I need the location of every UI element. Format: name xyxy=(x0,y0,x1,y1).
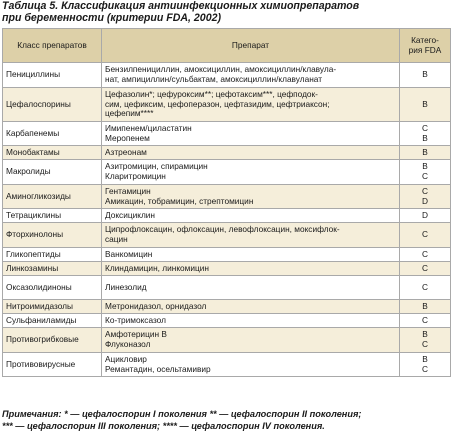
drug-class-cell: Монобактамы xyxy=(3,146,102,160)
drug-name-line: Кларитромицин xyxy=(105,171,166,181)
drug-name-line: Амикацин, тобрамицин, стрептомицин xyxy=(105,195,254,206)
drug-name-line: Линезолид xyxy=(105,281,147,292)
drug-name-line: Клиндамицин, линкомицин xyxy=(105,262,209,273)
table-title-line-1: Таблица 5. Классификация антиинфекционных химиопрепаратов xyxy=(2,0,360,12)
table-row xyxy=(3,353,451,377)
table-row xyxy=(3,300,451,314)
fda-category-cell xyxy=(400,122,451,146)
fda-category-value: B xyxy=(422,329,428,340)
drug-names-cell xyxy=(102,300,400,314)
drug-names-cell xyxy=(102,160,400,185)
table-row xyxy=(3,160,451,185)
drug-name-line: Метронидазол, орнидазол xyxy=(105,300,207,311)
fda-category-cell xyxy=(400,262,451,276)
table-row xyxy=(3,276,451,300)
drug-class-cell: Тетрациклины xyxy=(3,209,102,223)
fda-category-cell xyxy=(400,328,451,353)
fda-category-cell xyxy=(400,185,451,209)
fda-category-value: C xyxy=(422,185,428,196)
drug-class-cell: Нитроимидазолы xyxy=(3,300,102,314)
drug-names-cell xyxy=(102,185,400,209)
fda-category-cell xyxy=(400,276,451,300)
drug-name-line: цефепим**** xyxy=(105,108,154,119)
drug-class-cell: Макролиды xyxy=(3,160,102,185)
fda-category-value: C xyxy=(422,339,428,349)
drug-class-cell: Противогрибковые xyxy=(3,328,102,353)
header-category-line-2: рия FDA xyxy=(408,44,442,55)
fda-category-value: C xyxy=(422,248,428,259)
drug-class-cell: Цефалоспорины xyxy=(3,88,102,122)
drug-names-cell xyxy=(102,88,400,122)
fda-category-value: C xyxy=(422,122,428,133)
table-row xyxy=(3,328,451,353)
drug-name-line: Ацикловир xyxy=(105,353,147,364)
drug-names-cell xyxy=(102,122,400,146)
table-body xyxy=(3,63,451,377)
fda-category-value: B xyxy=(422,98,428,109)
fda-category-value: C xyxy=(422,363,428,374)
drug-name-line: Меропенем xyxy=(105,132,150,143)
drug-names-cell xyxy=(102,248,400,262)
drug-names-cell xyxy=(102,223,400,248)
drug-name-line: Цефазолин*; цефуроксим**; цефотаксим***, цефподок- xyxy=(105,89,318,100)
table-row xyxy=(3,314,451,328)
table-row xyxy=(3,88,451,122)
drug-name-line: Ремантадин, осельтамивир xyxy=(105,363,211,374)
footnote-line-1: Примечания: * — цефалоспорин I поколения ** — цефалоспорин II поколения; xyxy=(2,409,362,419)
fda-category-value: C xyxy=(422,171,428,181)
drug-name-line: сим, цефиксим, цефоперазон, цефтазидим, цефтриаксон; xyxy=(105,98,330,109)
header-row xyxy=(3,29,451,63)
drug-class-cell: Карбапенемы xyxy=(3,122,102,146)
table-title xyxy=(2,0,451,24)
fda-category-value: B xyxy=(422,146,428,157)
fda-category-cell xyxy=(400,314,451,328)
table-row xyxy=(3,223,451,248)
drug-class-cell: Гликопептиды xyxy=(3,248,102,262)
drug-name-line: Амфотерицин B xyxy=(105,329,167,340)
drug-class-cell: Сульфаниламиды xyxy=(3,314,102,328)
drug-names-cell xyxy=(102,276,400,300)
fda-category-value: C xyxy=(422,262,428,273)
header-category xyxy=(400,29,451,63)
drug-name-line: Бензилпенициллин, амоксициллин, амоксициллин/клавула- xyxy=(105,64,337,75)
fda-category-value: D xyxy=(422,195,428,206)
fda-category-cell xyxy=(400,88,451,122)
fda-category-cell xyxy=(400,300,451,314)
drug-class-cell: Оксазолидиноны xyxy=(3,276,102,300)
drug-name-line: Ванкомицин xyxy=(105,248,153,259)
drug-names-cell xyxy=(102,353,400,377)
table-row xyxy=(3,122,451,146)
table-row xyxy=(3,185,451,209)
table-row xyxy=(3,248,451,262)
table-row xyxy=(3,146,451,160)
drug-class-cell: Противовирусные xyxy=(3,353,102,377)
drug-name-line: сацин xyxy=(105,234,128,244)
header-class: Класс препаратов xyxy=(3,29,102,63)
fda-category-cell xyxy=(400,63,451,88)
table-row xyxy=(3,262,451,276)
drug-name-line: Имипенем/циластатин xyxy=(105,122,192,133)
drug-names-cell xyxy=(102,262,400,276)
drug-name-line: Гентамицин xyxy=(105,185,151,196)
table-row xyxy=(3,63,451,88)
fda-category-value: B xyxy=(422,132,428,143)
table-title-line-2: при беременности (критерии FDA, 2002) xyxy=(2,12,222,24)
header-drug: Препарат xyxy=(102,29,400,63)
drug-names-cell xyxy=(102,146,400,160)
drug-classification-table xyxy=(2,28,451,377)
drug-name-line: Ко-тримоксазол xyxy=(105,314,166,325)
fda-category-value: D xyxy=(422,209,428,220)
fda-category-cell xyxy=(400,146,451,160)
fda-category-value: B xyxy=(422,69,428,80)
fda-category-cell xyxy=(400,223,451,248)
fda-category-value: B xyxy=(422,300,428,311)
drug-name-line: Азитромицин, спирамицин xyxy=(105,161,208,172)
drug-name-line: нат, ампициллин/сульбактам, амоксициллин/клавуланат xyxy=(105,74,323,84)
fda-category-cell xyxy=(400,209,451,223)
drug-class-cell: Пенициллины xyxy=(3,63,102,88)
drug-name-line: Флуконазол xyxy=(105,339,151,349)
fda-category-value: C xyxy=(422,229,428,240)
drug-name-line: Азтреонам xyxy=(105,146,147,157)
drug-class-cell: Фторхинолоны xyxy=(3,223,102,248)
fda-category-cell xyxy=(400,160,451,185)
drug-name-line: Ципрофлоксацин, офлоксацин, левофлоксацин, моксифлок- xyxy=(105,224,340,235)
drug-names-cell xyxy=(102,63,400,88)
drug-name-line: Доксициклин xyxy=(105,209,156,220)
drug-names-cell xyxy=(102,314,400,328)
fda-category-value: B xyxy=(422,161,428,172)
header-category-line-1: Катего- xyxy=(411,34,439,45)
drug-class-cell: Аминогликозиды xyxy=(3,185,102,209)
fda-category-value: B xyxy=(422,353,428,364)
footnote-line-2: *** — цефалоспорин III поколения; **** — цефалоспорин IV поколения. xyxy=(2,421,325,431)
drug-names-cell xyxy=(102,328,400,353)
drug-names-cell xyxy=(102,209,400,223)
fda-category-cell xyxy=(400,248,451,262)
drug-class-cell: Линкозамины xyxy=(3,262,102,276)
footnote xyxy=(2,408,451,432)
fda-category-cell xyxy=(400,353,451,377)
fda-category-value: C xyxy=(422,314,428,325)
fda-category-value: C xyxy=(422,281,428,292)
table-row xyxy=(3,209,451,223)
